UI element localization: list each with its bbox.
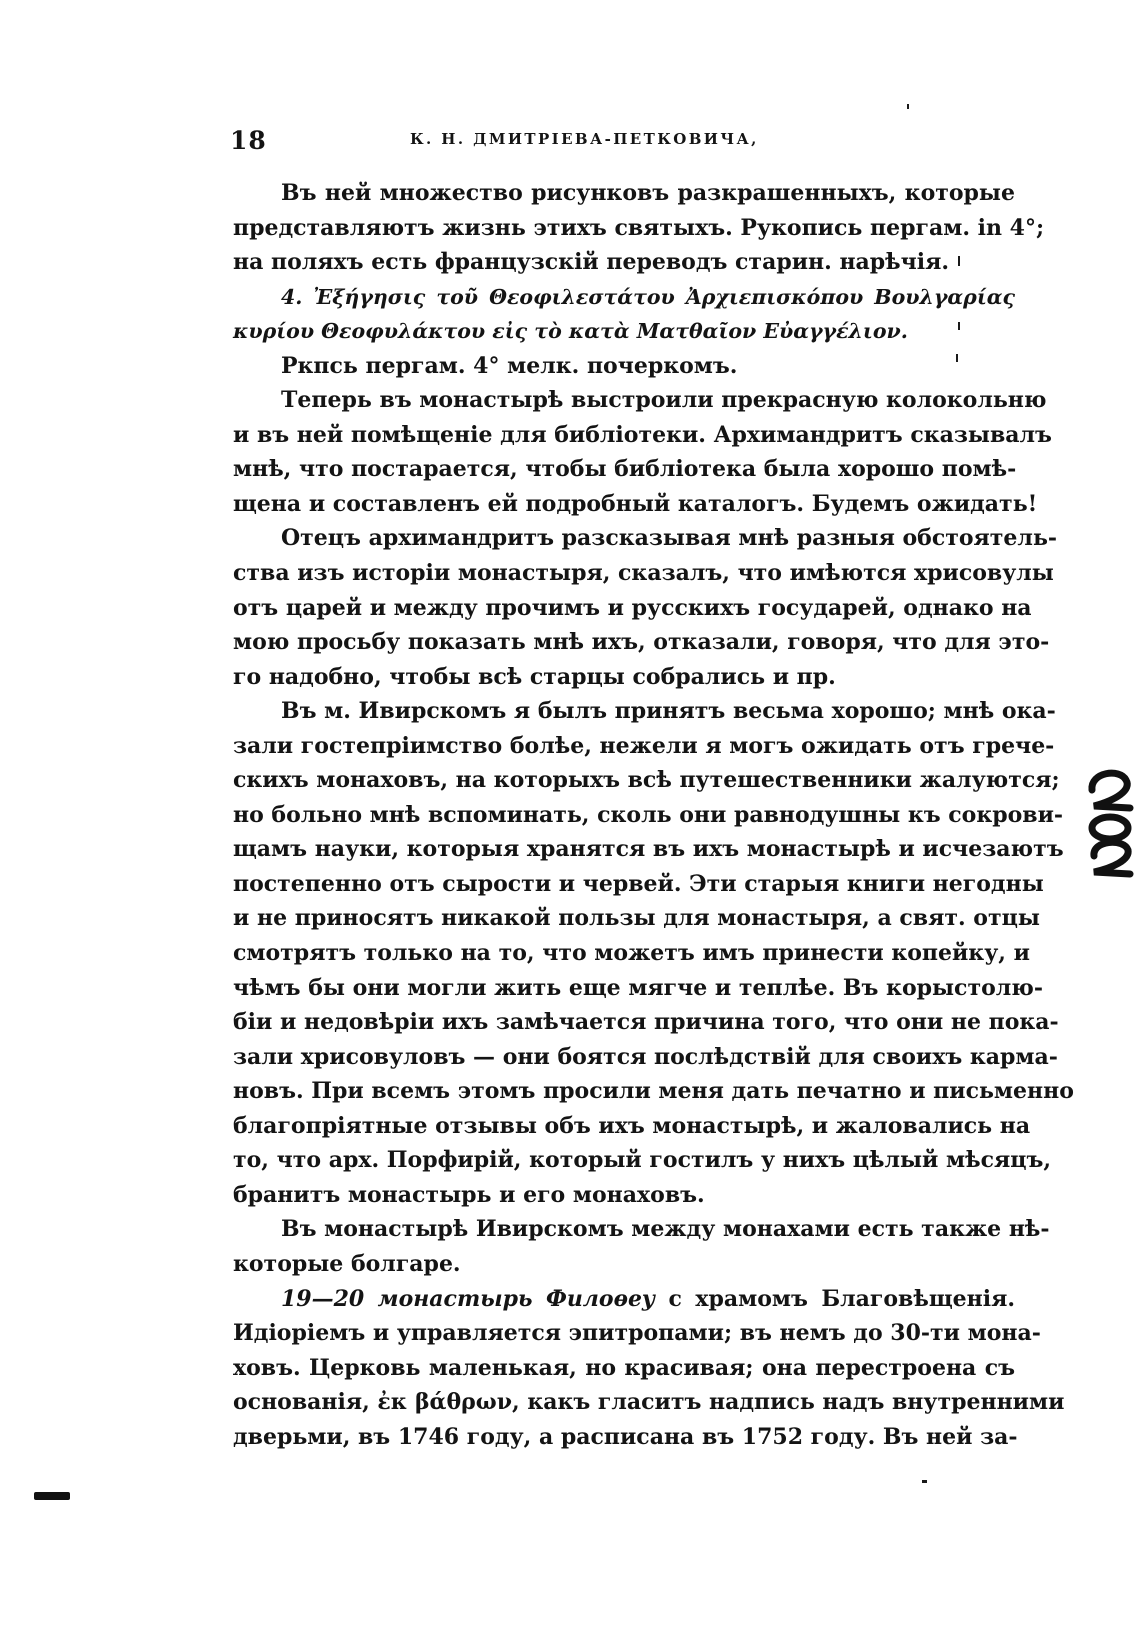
paper-speck — [907, 104, 909, 109]
text-line: то, что арх. Порфирій, который гостилъ у нихъ цѣлый мѣсяцъ, — [233, 1147, 1052, 1174]
text-line: бранитъ монастырь и его монаховъ. — [233, 1181, 705, 1208]
page-number: 18 — [230, 126, 267, 155]
text-line: Въ монастырѣ Ивирскомъ между монахами есть также нѣ- — [281, 1216, 1050, 1243]
paper-speck — [922, 1480, 927, 1483]
text-line: го надобно, чтобы всѣ старцы собрались и пр. — [233, 663, 836, 690]
paper-speck — [958, 256, 960, 266]
header-title: К. Н. ДМИТРІЕВА-ПЕТКОВИЧА, — [410, 130, 759, 148]
text-line: κυρίου Θεοφυλάκτου εἰς τὸ κατὰ Ματθαῖον Εὐαγγέλιον. — [233, 319, 908, 344]
paper-speck — [958, 322, 960, 330]
text-line: которые болгаре. — [233, 1250, 461, 1277]
text-line: Въ ней множество рисунковъ разкрашенныхъ, которые — [281, 180, 1015, 206]
text-line — [233, 1282, 1015, 1317]
running-head — [230, 126, 1020, 156]
text-line: Ркпсь пергам. 4° мелк. почеркомъ. — [281, 352, 738, 379]
section-heading-rest: с храмомъ Благовѣщенія. — [668, 1285, 1015, 1312]
text-line: ховъ. Церковь маленькая, но красивая; она перестроена съ — [233, 1354, 1015, 1381]
text-line: постепенно отъ сырости и червей. Эти старыя книги негодны — [233, 870, 1044, 897]
paper-speck — [956, 354, 958, 362]
section-heading-italic: 19—20 монастырь Филоѳеу — [281, 1285, 656, 1312]
text-line: біи и недовѣріи ихъ замѣчается причина того, что они не пока- — [233, 1009, 1059, 1036]
text-line: но больно мнѣ вспоминать, сколь они равнодушны къ сокрови- — [233, 801, 1064, 828]
text-line: скихъ монаховъ, на которыхъ всѣ путешественники жалуются; — [233, 767, 1060, 794]
text-line: щена и составленъ ей подробный каталогъ. Будемъ ожидать! — [233, 490, 1038, 517]
text-line: Идіорiемъ и управляется эпитропами; въ немъ до 30-ти мона- — [233, 1320, 1041, 1347]
text-line: основанія, ἐκ βάθρων, какъ гласитъ надпись надъ внутренними — [233, 1389, 1065, 1416]
text-line: и не приносятъ никакой пользы для монастыря, а свят. отцы — [233, 905, 1040, 932]
text-line: зали хрисовуловъ — они боятся послѣдствій для своихъ карма- — [233, 1043, 1058, 1070]
margin-handwritten-number — [1080, 760, 1140, 880]
text-line: дверьми, въ 1746 году, а расписана въ 1752 году. Въ ней за- — [233, 1423, 1018, 1450]
handwritten-202-mark — [1080, 760, 1140, 880]
text-line: чѣмъ бы они могли жить еще мягче и теплѣе. Въ корыстолю- — [233, 974, 1043, 1001]
text-line: новъ. При всемъ этомъ просили меня дать печатно и письменно — [233, 1078, 1074, 1105]
text-line: щамъ науки, которыя хранятся въ ихъ монастырѣ и исчезаютъ — [233, 836, 1064, 863]
text-line: зали гостепріимство болѣе, нежели я могъ ожидать отъ грече- — [233, 732, 1055, 759]
text-line: Въ м. Ивирскомъ я былъ принятъ весьма хорошо; мнѣ ока- — [281, 698, 1056, 725]
text-line: и въ ней помѣщеніе для библіотеки. Архимандритъ сказывалъ — [233, 421, 1052, 448]
text-line: смотрятъ только на то, что можетъ имъ принести копейку, и — [233, 940, 1030, 967]
text-line: 4. Ἐξήγησις τοῦ Θεοφιλεστάτου Ἀρχιεπισκόπου Βουλγαρίας — [281, 284, 1015, 309]
text-line: мнѣ, что постарается, чтобы библіотека была хорошо помѣ- — [233, 456, 1017, 483]
text-line: Отецъ архимандритъ разсказывая мнѣ разныя обстоятель- — [281, 525, 1058, 552]
text-line: представляютъ жизнь этихъ святыхъ. Рукопись пергам. in 4°; — [233, 214, 1045, 241]
text-line: Теперь въ монастырѣ выстроили прекрасную колокольню — [281, 387, 1047, 414]
text-line: на поляхъ есть французскій переводъ старин. нарѣчія. — [233, 249, 950, 276]
text-line: отъ царей и между прочимъ и русскихъ государей, однако на — [233, 594, 1032, 621]
text-line: ства изъ исторіи монастыря, сказалъ, что имѣются хрисовулы — [233, 560, 1054, 587]
text-line: благопріятные отзывы объ ихъ монастырѣ, и жаловались на — [233, 1112, 1031, 1139]
body-text — [233, 176, 1074, 1454]
text-line: мою просьбу показать мнѣ ихъ, отказали, говоря, что для это- — [233, 629, 1050, 656]
footer-ink-mark — [34, 1492, 70, 1500]
